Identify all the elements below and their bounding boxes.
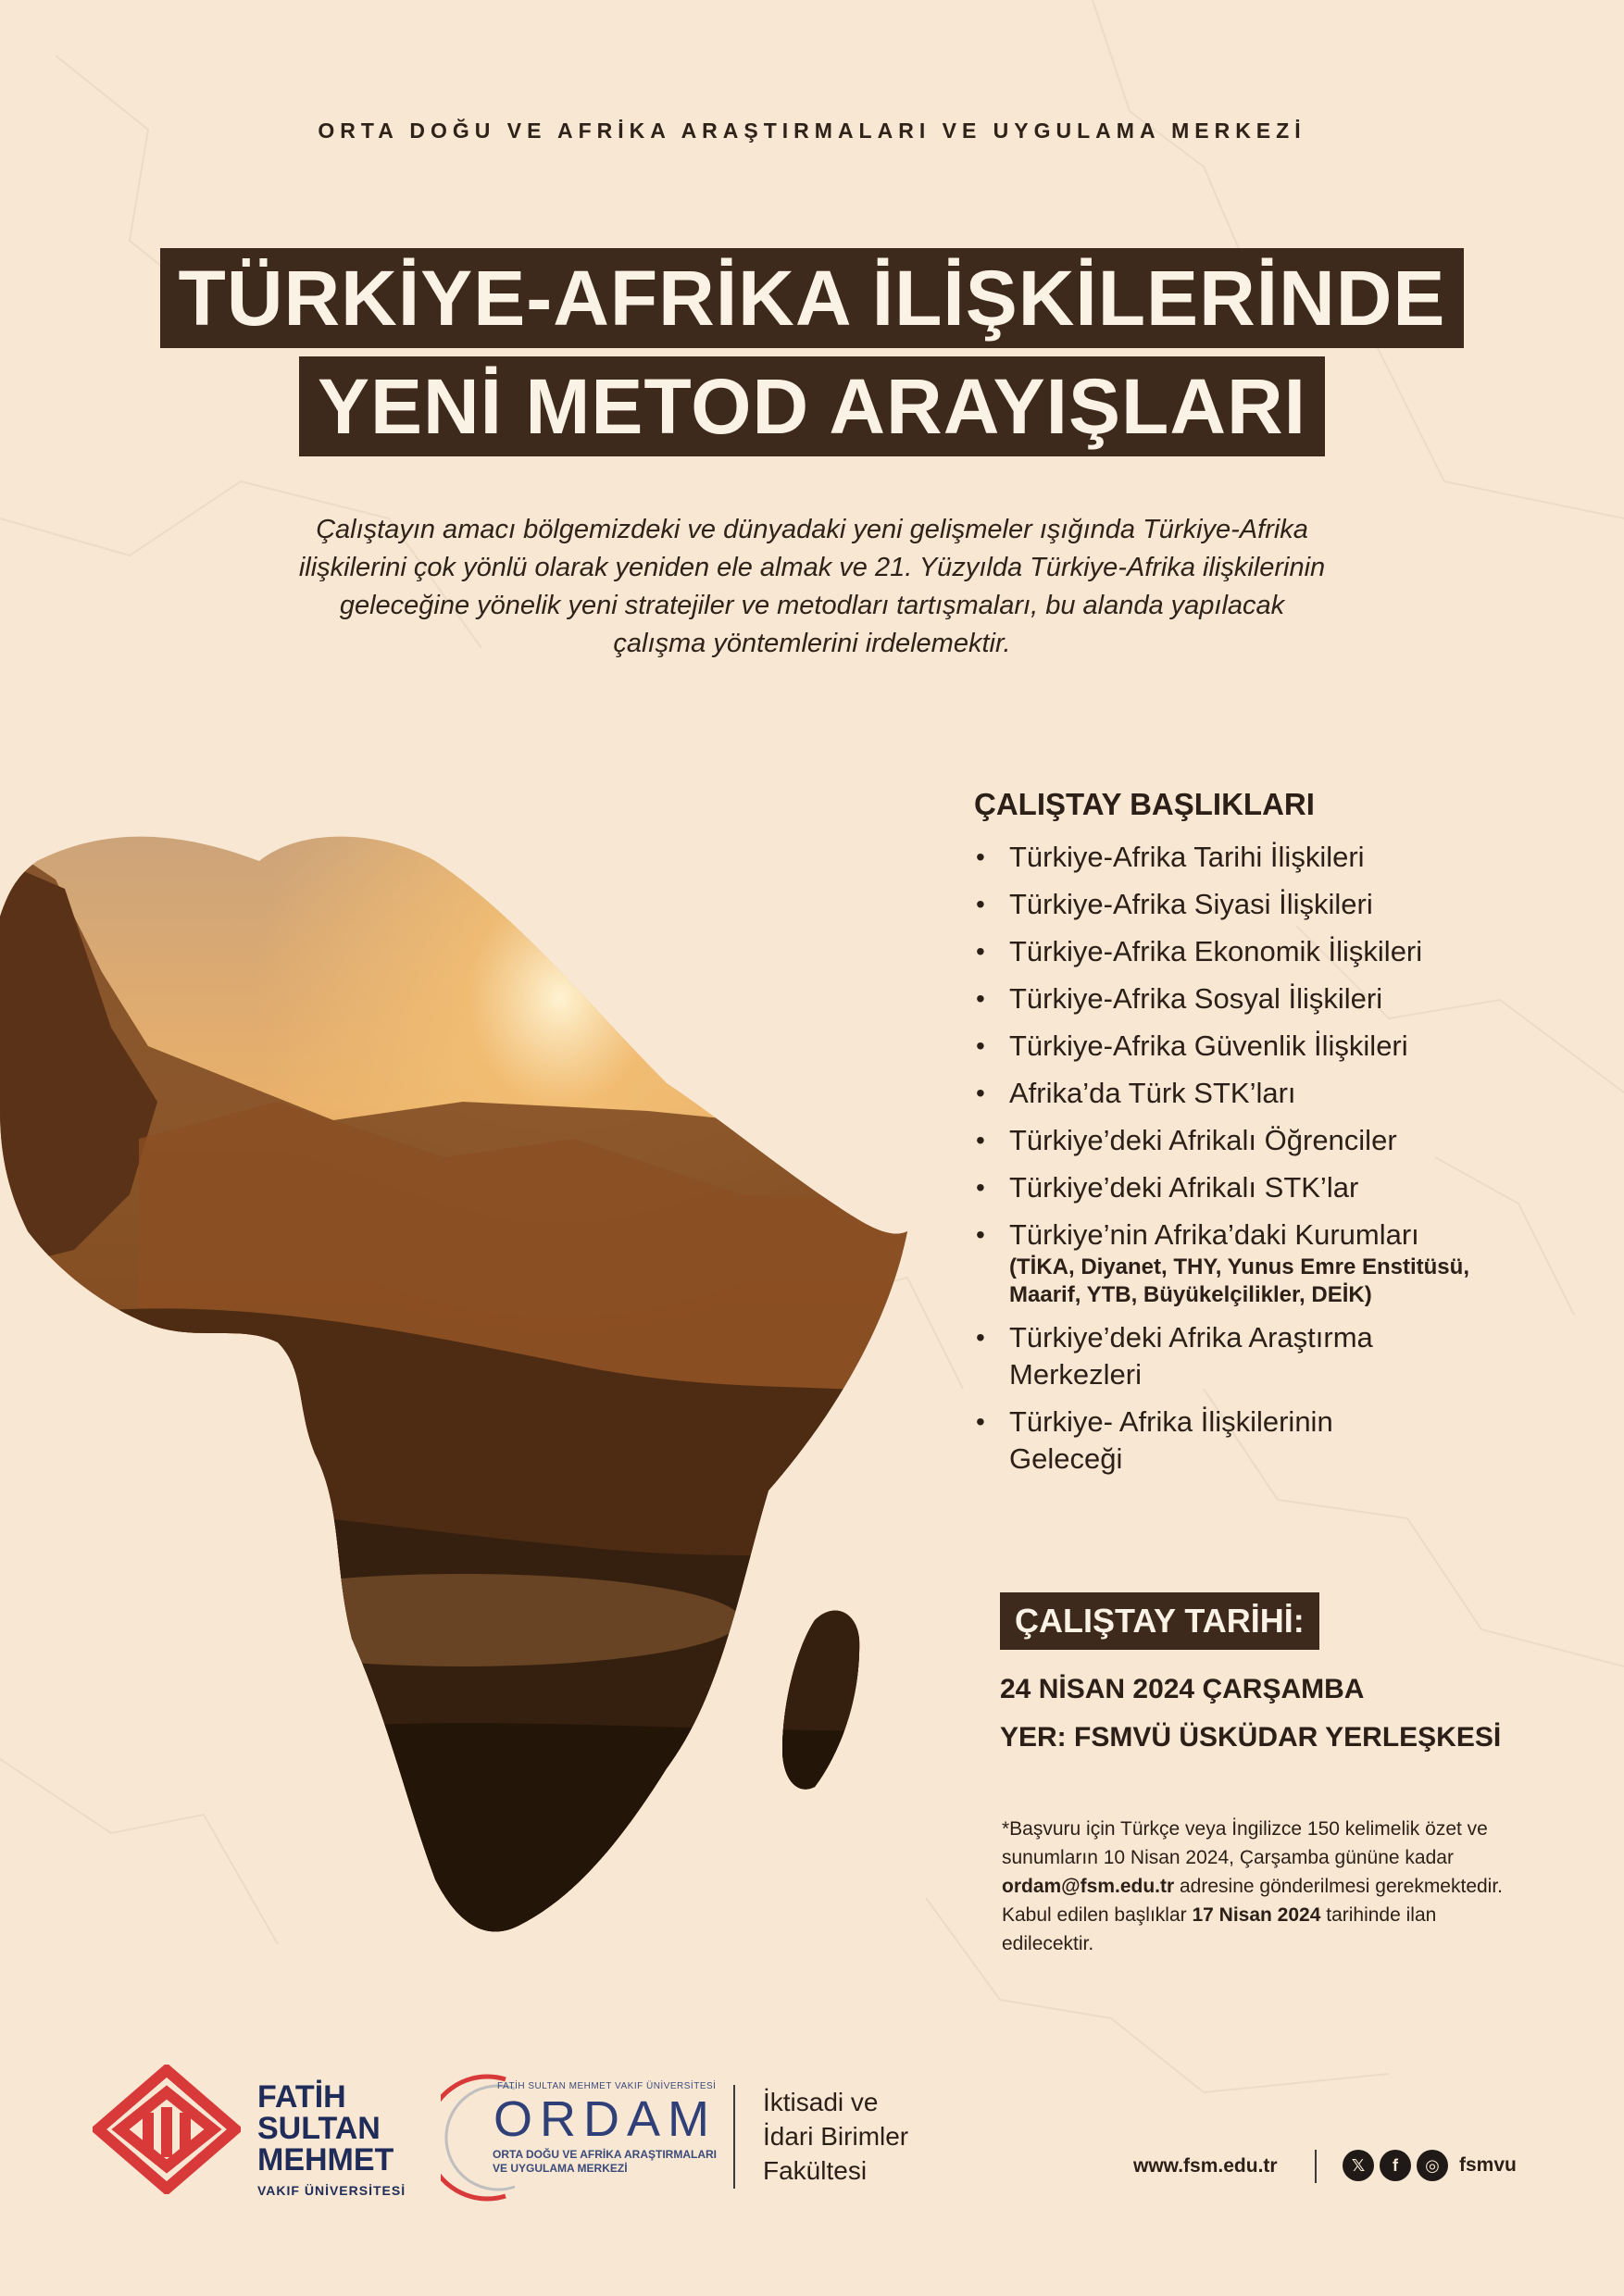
event-place: YER: FSMVÜ ÜSKÜDAR YERLEŞKESİ <box>1000 1722 1502 1753</box>
event-date: 24 NİSAN 2024 ÇARŞAMBA <box>1000 1674 1365 1704</box>
event-date-badge: ÇALIŞTAY TARİHİ: <box>1000 1592 1319 1650</box>
social-links <box>1343 2150 1517 2181</box>
intro-line: Çalıştayın amacı bölgemizdeki ve dünyadaki yeni gelişmeler ışığında Türkiye-Afrika <box>316 515 1308 544</box>
topic-item: • Türkiye-Afrika Tarihi İlişkileri <box>974 839 1567 876</box>
title-line-1-wrap <box>0 248 1624 348</box>
announcement-date: 17 Nisan 2024 <box>1192 1904 1321 1926</box>
workshop-topics <box>974 787 1567 1488</box>
footer-divider <box>733 2085 735 2189</box>
social-handle: fsmvu <box>1459 2154 1517 2176</box>
contact-email[interactable]: ordam@fsm.edu.tr <box>1002 1876 1175 1897</box>
x-icon[interactable]: 𝕏 <box>1343 2150 1374 2181</box>
topics-heading: ÇALIŞTAY BAŞLIKLARI <box>974 787 1315 821</box>
faculty-name: İktisadi ve İdari Birimler Fakültesi <box>763 2088 909 2185</box>
title-line-2: YENİ METOD ARAYIŞLARI <box>299 356 1325 456</box>
intro-line: çalışma yöntemlerini irdelemektir. <box>613 629 1011 658</box>
topic-item: • Türkiye’nin Afrika’daki Kurumları (TİKA, Diyanet, THY, Yunus Emre Enstitüsü, Maarif, YTB, Büyükelçilikler, DEİK) <box>974 1217 1567 1309</box>
title-line-2-wrap <box>0 356 1624 456</box>
instagram-icon[interactable]: ◎ <box>1417 2150 1448 2181</box>
fsm-name-line: SULTAN <box>257 2111 381 2146</box>
event-info <box>1000 1592 1574 1757</box>
africa-landscape-image <box>0 805 1018 2009</box>
topic-item: • Türkiye’deki Afrikalı STK’lar <box>974 1169 1567 1206</box>
ordam-name: ORDAM <box>493 2091 717 2147</box>
website-link[interactable]: www.fsm.edu.tr <box>1133 2155 1278 2177</box>
fsm-name-line: MEHMET <box>257 2142 394 2177</box>
topic-item: • Afrika’da Türk STK’ları <box>974 1075 1567 1112</box>
intro-paragraph <box>185 511 1439 663</box>
fsm-wordmark <box>257 2081 406 2200</box>
submission-note: *Başvuru için Türkçe veya İngilizce 150 kelimelik özet ve sunumların 10 Nisan 2024, Çarşamba gününe kadar ordam@fsm.edu.tr adresine gönderilmesi gerekmektedir. Kabul edilen başlıklar 17 Nisan 2024 tarihinde ilan edilecektir. <box>1002 1818 1504 1954</box>
topic-item: • Türkiye’deki Afrika Araştırma Merkezleri <box>974 1319 1567 1393</box>
topic-item: • Türkiye- Afrika İlişkilerinin Geleceği <box>974 1404 1567 1478</box>
topic-item: • Türkiye-Afrika Ekonomik İlişkileri <box>974 933 1567 970</box>
fsm-subtitle: VAKIF ÜNİVERSİTESİ <box>257 2183 406 2198</box>
footer-divider <box>1315 2150 1317 2183</box>
intro-line: geleceğine yönelik yeni stratejiler ve metodları tartışmaları, bu alanda yapılacak <box>339 591 1285 620</box>
org-header: ORTA DOĞU VE AFRİKA ARAŞTIRMALARI VE UYGULAMA MERKEZİ <box>318 119 1306 143</box>
facebook-icon[interactable]: f <box>1380 2150 1411 2181</box>
topic-item: • Türkiye-Afrika Sosyal İlişkileri <box>974 980 1567 1017</box>
topic-item-detail: (TİKA, Diyanet, THY, Yunus Emre Enstitüsü, <box>1009 1254 1469 1279</box>
fsm-name-line: FATİH <box>257 2079 346 2115</box>
fsm-logo-icon <box>93 2065 241 2194</box>
topic-item: • Türkiye’deki Afrikalı Öğrenciler <box>974 1122 1567 1159</box>
ordam-top-text: FATİH SULTAN MEHMET VAKIF ÜNİVERSİTESİ <box>497 2081 717 2091</box>
topic-list <box>974 839 1567 1478</box>
topic-item: • Türkiye-Afrika Güvenlik İlişkileri <box>974 1028 1567 1065</box>
ordam-subtitle: ORTA DOĞU VE AFRİKA ARAŞTIRMALARI VE UYGULAMA MERKEZİ <box>493 2148 717 2175</box>
title-line-1: TÜRKİYE-AFRİKA İLİŞKİLERİNDE <box>160 248 1465 348</box>
intro-line: ilişkilerini çok yönlü olarak yeniden ele almak ve 21. Yüzyılda Türkiye-Afrika ilişkilerinin <box>298 553 1326 582</box>
topic-item-detail: Maarif, YTB, Büyükelçilikler, DEİK) <box>1009 1282 1372 1307</box>
topic-item: • Türkiye-Afrika Siyasi İlişkileri <box>974 886 1567 923</box>
